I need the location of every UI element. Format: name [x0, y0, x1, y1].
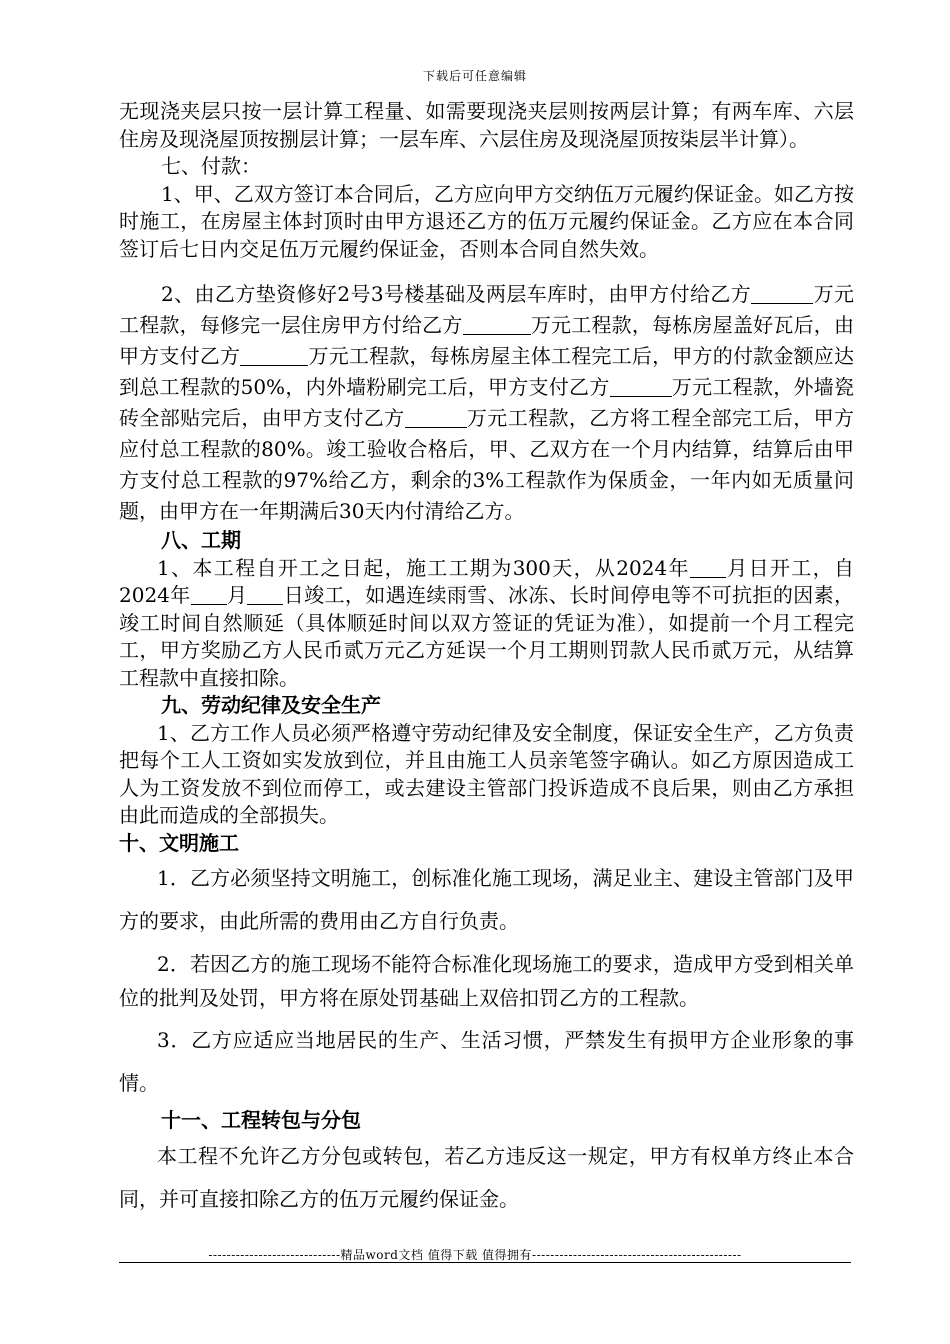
s7-p2-text-b: 万元工程款，每修完一层住房甲方付给乙方: [119, 282, 854, 337]
s8-p1-text-a: 1、本工程自开工之日起，施工工期为300天，从2024年: [157, 555, 690, 580]
s7-p2-text-c: 万元工程款，每栋房屋盖好瓦后，由甲方支付乙方: [119, 313, 855, 368]
section-10-para-1: 1．乙方必须坚持文明施工，创标准化施工现场，满足业主、建设主管部门及甲方的要求，由此所需的费用由乙方自行负责。: [119, 866, 854, 933]
blank-line: [191, 584, 227, 605]
section-8-title: 八、工期: [161, 528, 241, 552]
blank-line: [405, 407, 467, 428]
footer-divider: [119, 1262, 851, 1263]
blank-line: [240, 345, 308, 366]
section-10-para-3: 3．乙方应适应当地居民的生产、生活习惯，严禁发生有损甲方企业形象的事情。: [119, 1028, 854, 1095]
section-7-para-1: 1、甲、乙双方签订本合同后，乙方应向甲方交纳伍万元履约保证金。如乙方按时施工，在房屋主体封顶时由甲方退还乙方的伍万元履约保证金。乙方应在本合同签订后七日内交足伍万元履约保证金，否则本合同自然失效。: [119, 181, 854, 261]
intro-paragraph: 无现浇夹层只按一层计算工程量、如需要现浇夹层则按两层计算；有两车库、六层住房及现浇屋顶按捌层计算；一层车库、六层住房及现浇屋顶按柒层半计算）。: [119, 99, 854, 151]
section-10-para-2: 2．若因乙方的施工现场不能符合标准化现场施工的要求，造成甲方受到相关单位的批判及处罚，甲方将在原处罚基础上双倍扣罚乙方的工程款。: [119, 952, 854, 1010]
s8-p1-text-d: 日竣工，如遇连续雨雪、冰冻、长时间停电等不可抗拒的因素，竣工时间自然顺延（具体顺延时间以双方签证的凭证为准），如提前一个月工程完工，甲方奖励乙方人民币贰万元乙方延误一个月工期则罚款人民币贰万元，从结算工程款中直接扣除。: [119, 583, 855, 690]
page-header: 下载后可任意编辑: [422, 69, 527, 83]
s7-p2-text-d: 万元工程款，每栋房屋主体工程完工后，甲方的付款金额应达到总工程款的50%，内外墙粉刷完工后，甲方支付乙方: [119, 344, 855, 399]
s8-p1-text-b: 月日开工，自2024年: [119, 555, 855, 607]
s7-p2-text-a: 2、由乙方垫资修好2号3号楼基础及两层车库时，由甲方付给乙方: [161, 282, 752, 306]
section-8-para-1: [119, 555, 854, 693]
section-7-para-2: [119, 279, 854, 527]
blank-line: [690, 557, 726, 578]
blank-line: [751, 283, 813, 304]
section-11-para-1: 本工程不允许乙方分包或转包，若乙方违反这一规定，甲方有权单方终止本合同，并可直接扣除乙方的伍万元履约保证金。: [119, 1144, 854, 1211]
blank-line: [610, 376, 672, 397]
s7-p2-text-f: 万元工程款，乙方将工程全部完工后，甲方应付总工程款的80%。竣工验收合格后，甲、乙双方在一个月内结算，结算后由甲方支付总工程款的97%给乙方，剩余的3%工程款作为保质金，一年内如无质量问题，由甲方在一年期满后30天内付清给乙方。: [119, 406, 855, 523]
section-10-title: 十、文明施工: [119, 830, 239, 855]
section-9-para-1: 1、乙方工作人员必须严格遵守劳动纪律及安全制度，保证安全生产，乙方负责把每个工人工资如实发放到位，并且由施工人员亲笔签字确认。如乙方原因造成工人为工资发放不到位而停工，或去建设主管部门投诉造成不良后果，则由乙方承担由此而造成的全部损失。: [119, 720, 854, 827]
section-11-title: 十一、工程转包与分包: [161, 1108, 361, 1132]
section-9-title: 九、劳动纪律及安全生产: [161, 693, 381, 717]
section-7-title: 七、付款：: [161, 154, 261, 178]
blank-line: [247, 584, 283, 605]
s7-p2-text-e: 万元工程款，外墙瓷砖全部贴完后，由甲方支付乙方: [119, 375, 855, 430]
document-body: [119, 98, 854, 1221]
page-footer: -----------------------------精品word文档 值得下载 值得拥有----------------------------------------------: [208, 1248, 742, 1262]
blank-line: [463, 314, 531, 335]
s8-p1-text-c: 月: [226, 583, 248, 607]
